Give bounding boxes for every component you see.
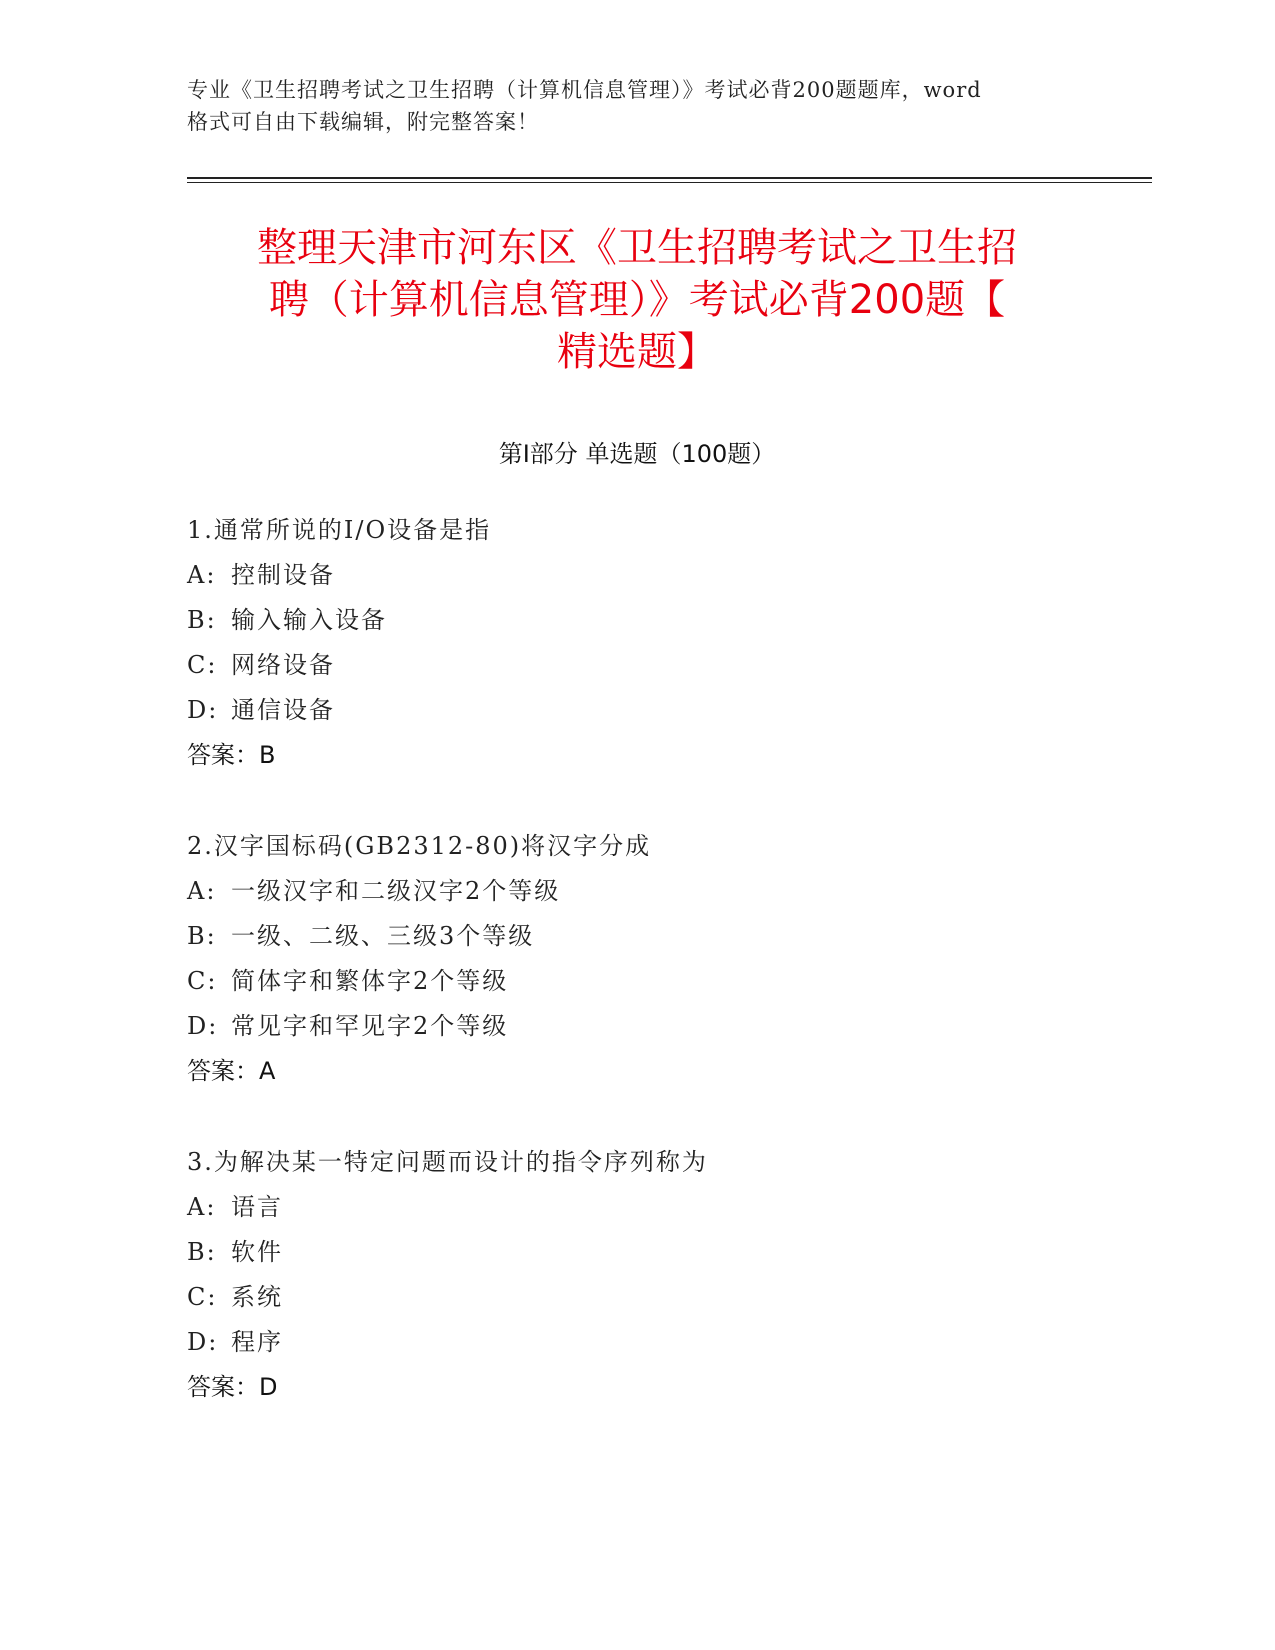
header-divider-thick [187,177,1152,179]
option-b [187,1230,1137,1275]
question-stem: 2.汉字国标码(GB2312-80)将汉字分成 [187,832,652,860]
option-letter: A: [187,1193,217,1221]
option-text: 通信设备 [231,696,335,724]
answer: 答案：B [187,741,276,769]
option-a [187,869,1137,914]
question-stem: 3.为解决某一特定问题而设计的指令序列称为 [187,1148,708,1176]
option-letter: D: [187,1012,219,1040]
document-title-line-2: 聘（计算机信息管理）》考试必背200题【 [268,277,1006,323]
option-letter: B: [187,606,217,634]
option-text: 语言 [231,1193,283,1221]
question-2 [187,824,1137,1094]
section-title: 第Ⅰ部分 单选题（100题） [498,440,776,468]
option-text: 一级汉字和二级汉字2个等级 [231,877,561,905]
option-text: 常见字和罕见字2个等级 [231,1012,509,1040]
option-letter: B: [187,1238,217,1266]
option-letter: A: [187,561,217,589]
option-c [187,959,1137,1004]
option-c [187,643,1137,688]
question-3 [187,1140,1137,1410]
option-d [187,1320,1137,1365]
option-text: 输入输入设备 [231,606,387,634]
option-letter: D: [187,1328,219,1356]
option-letter: C: [187,967,218,995]
header-note [187,74,1087,138]
question-1 [187,508,1137,778]
document-title-line-1: 整理天津市河东区《卫生招聘考试之卫生招 [257,225,1017,271]
header-divider-thin [187,182,1152,183]
option-a [187,1185,1137,1230]
header-note-line-1: 专业《卫生招聘考试之卫生招聘（计算机信息管理）》考试必背200题题库，word [187,78,982,102]
option-letter: D: [187,696,219,724]
option-text: 控制设备 [231,561,335,589]
option-a [187,553,1137,598]
answer: 答案：D [187,1373,278,1401]
option-text: 简体字和繁体字2个等级 [231,967,509,995]
option-d [187,688,1137,733]
option-text: 一级、二级、三级3个等级 [231,922,535,950]
option-d [187,1004,1137,1049]
option-b [187,598,1137,643]
option-letter: A: [187,877,217,905]
option-letter: C: [187,1283,218,1311]
document-title [187,222,1087,378]
question-stem: 1.通常所说的I/O设备是指 [187,516,492,544]
option-b [187,914,1137,959]
option-text: 系统 [231,1283,283,1311]
option-letter: C: [187,651,218,679]
option-c [187,1275,1137,1320]
document-title-line-3: 精选题】 [557,329,717,375]
header-note-line-2: 格式可自由下载编辑，附完整答案！ [187,110,539,134]
answer: 答案：A [187,1057,276,1085]
option-text: 网络设备 [231,651,335,679]
option-text: 软件 [231,1238,283,1266]
option-letter: B: [187,922,217,950]
option-text: 程序 [231,1328,283,1356]
